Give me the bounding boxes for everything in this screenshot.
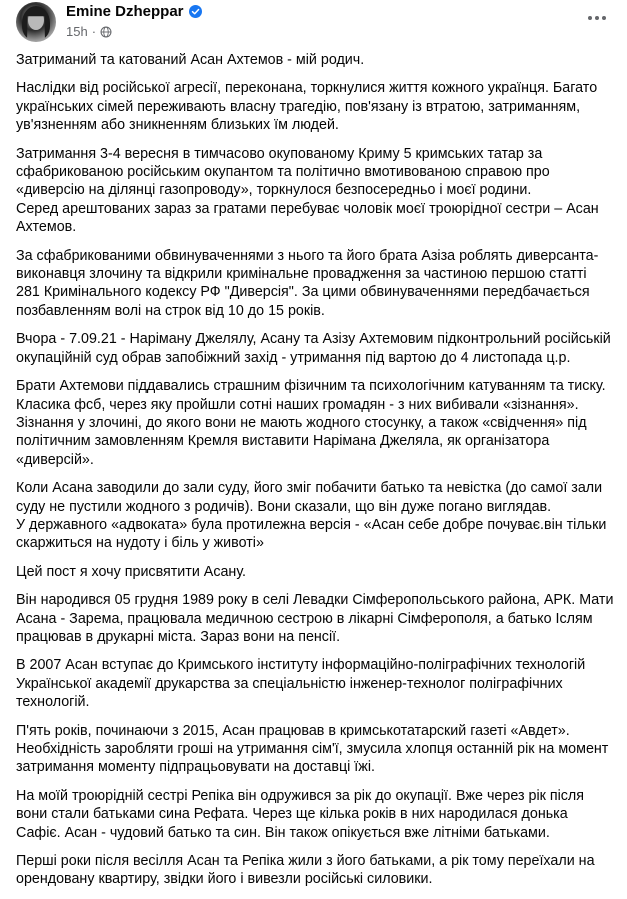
more-options-button[interactable] bbox=[585, 8, 609, 28]
post-paragraph: В 2007 Асан вступає до Кримського інституту інформаційно-поліграфічних технологій Української академії друкарства за спеціальністю інженер-технолог поліграфічних технологій. bbox=[16, 657, 586, 711]
post-header bbox=[0, 0, 627, 42]
post-meta bbox=[66, 24, 112, 39]
avatar[interactable] bbox=[16, 2, 56, 42]
post-paragraph: Коли Асана заводили до зали суду, його зміг побачити батько та невістка (до самої зали суду не пустили жодного з родичів). Вони сказали, що він дуже погано виглядав. У державного «адвоката» була протилежна версія - «Асан себе добре почуває.він тільки скаржиться на нудоту і біль у животі» bbox=[16, 480, 607, 552]
more-dot-icon bbox=[588, 16, 592, 20]
post-paragraph: Затриманий та катований Асан Ахтемов - мій родич. bbox=[16, 52, 365, 68]
post-paragraph: Перші роки після весілля Асан та Репіка жили з його батьками, а рік тому переїхали на орендовану квартиру, звідки його і вивезли російські силовики. bbox=[16, 853, 595, 888]
post-paragraph: П'ять років, починаючи з 2015, Асан працював в кримськотатарский газеті «Авдет». Необхідність заробляти гроші на утримання сім'ї, змусила хлопця останній рік на момент затримання моменту підпрацьовувати на доставці їжі. bbox=[16, 722, 609, 776]
post-paragraph: Він народився 05 грудня 1989 року в селі Левадки Сімферопольського района, АРК. Мати Асана - Зарема, працювала медичною сестрою в лікарні Сімферополя, а батько Іслям працював в друкарні міста. Зараз вони на пенсії. bbox=[16, 592, 614, 645]
author-row bbox=[66, 3, 202, 20]
meta-separator: · bbox=[91, 24, 97, 39]
more-dot-icon bbox=[602, 16, 606, 20]
post-paragraph: Брати Ахтемови піддавались страшним фізичним та психологічним катуванням та тиску. Класика фсб, через яку пройшли сотні наших громадян - з них вибивали «зізнання». Зізнання у злочині, до якого вони не мають жодного стосунку, а також «свідчення» під політичним замовленням Кремля виставити Нарімана Джеляла, як організатора «диверсій». bbox=[16, 378, 606, 468]
post-paragraph: Затримання 3-4 вересня в тимчасово окупованому Криму 5 кримських татар за сфабрикованою російським окупантом та політично вмотивованою справою про «диверсію на ділянці газопроводу», торкнулося безпосередньо і моєї родини. Серед арештованих зараз за гратами перебуває чоловік моєї троюрідної сестри – Асан Ахтемов. bbox=[16, 145, 599, 236]
more-dot-icon bbox=[595, 16, 599, 20]
post-paragraph: Вчора - 7.09.21 - Наріману Джелялу, Асану та Азізу Ахтемовим підконтрольний російській окупаційній суд обрав запобіжний захід - утримання під вартою до 4 листопада ц.р. bbox=[16, 331, 611, 366]
author-name[interactable]: Emine Dzheppar bbox=[66, 3, 184, 20]
post-paragraph: Цей пост я хочу присвятити Асану. bbox=[16, 563, 247, 580]
post-timestamp[interactable]: 15h bbox=[66, 24, 88, 39]
globe-icon bbox=[100, 26, 112, 38]
post-paragraph: За сфабрикованими обвинуваченнями з нього та його брата Азіза роблять диверсанта-виконавця злочину та відкрили кримінальне провадження за частиною першою статті 281 Кримінального кодексу РФ "Диверсія". За цими обвинуваченнями передбачається позбавленням волі на строк від 10 до 15 років. bbox=[16, 247, 599, 319]
post-paragraph: Наслідки від російської агресії, переконана, торкнулися життя кожного українця. Багато українських сімей переживають власну трагедію, пов'язану із втратою, затриманням, ув'язненням або зникненням близьких їм людей. bbox=[16, 80, 598, 134]
post-paragraph: На моїй троюрідній сестрі Репіка він одружився за рік до окупації. Вже через рік після вони стали батьками сина Рефата. Через ще кілька років в них народилася донька Сафіє. Асан - чудовий батько та син. Він також опікується вже літніми батьками. bbox=[16, 787, 584, 841]
post-body bbox=[16, 51, 614, 899]
verified-badge-icon bbox=[189, 5, 202, 18]
